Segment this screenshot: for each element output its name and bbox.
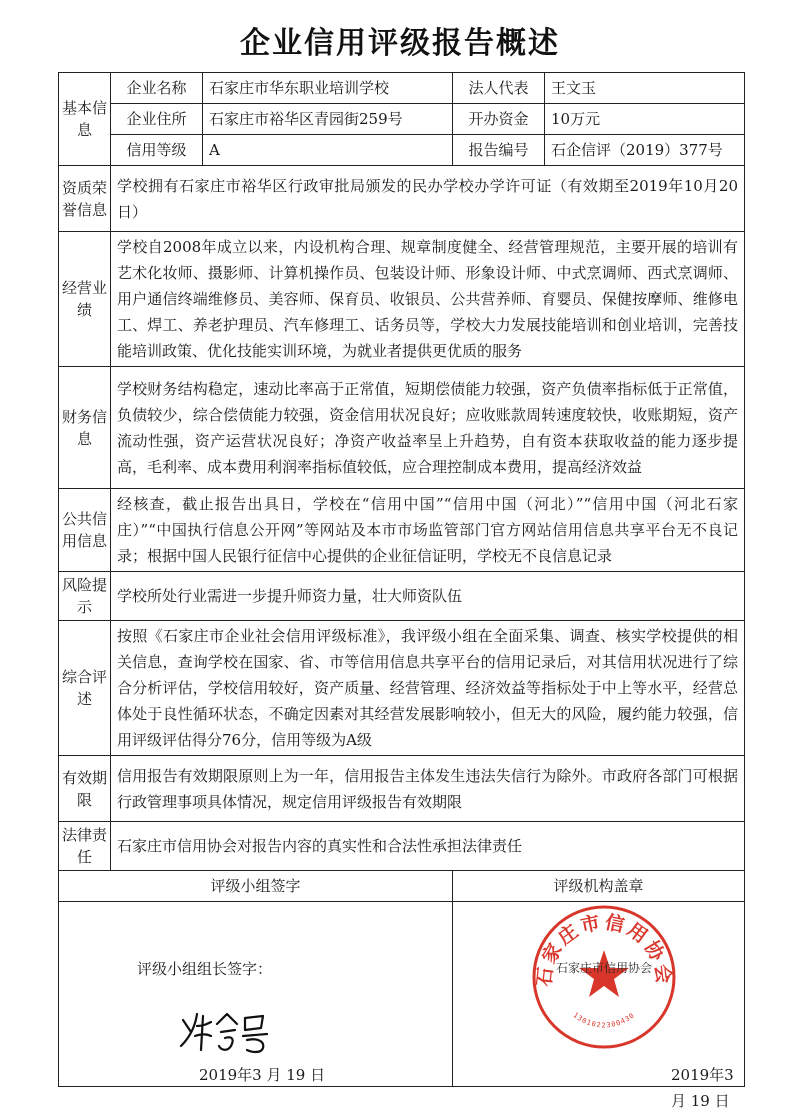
sign-date-left: 2019年3 月 19 日 bbox=[199, 1066, 326, 1084]
section-label-summary: 综合评述 bbox=[59, 621, 111, 756]
report-no-label: 报告编号 bbox=[453, 135, 545, 166]
capital-value: 10万元 bbox=[545, 104, 745, 135]
section-label-qualification: 资质荣誉信息 bbox=[59, 166, 111, 232]
address-value: 石家庄市裕华区青园街259号 bbox=[203, 104, 453, 135]
company-name-label: 企业名称 bbox=[111, 73, 203, 104]
section-text-performance: 学校自2008年成立以来，内设机构合理、规章制度健全、经营管理规范，主要开展的培训有艺术化妆师、摄影师、计算机操作员、包装设计师、形象设计师、中式烹调师、西式烹调师、用户通信终端维修员、美容师、保育员、收银员、公共营养师、育婴员、保健按摩师、维修电工、焊工、养老护理员、汽车修理工、话务员等，学校大力发展技能培训和创业培训，完善技能培训政策、优化技能实训环境，为就业者提供更优质的服务 bbox=[111, 232, 745, 367]
legal-rep-label: 法人代表 bbox=[453, 73, 545, 104]
group-sign-cell bbox=[59, 902, 453, 1087]
leader-sign-label: 评级小组组长签字： bbox=[137, 960, 273, 978]
capital-label: 开办资金 bbox=[453, 104, 545, 135]
seal-cell bbox=[453, 902, 745, 1110]
sign-date-right: 2019年3 月 19 日 bbox=[671, 1066, 734, 1110]
company-name-value: 石家庄市华东职业培训学校 bbox=[203, 73, 453, 104]
section-text-finance: 学校财务结构稳定，速动比率高于正常值，短期偿债能力较强，资产负债率指标低于正常值，负债较少，综合偿债能力较强，资金信用状况良好；应收账款周转速度较快，收账期短，资产流动性强，资产运营状况良好；净资产收益率呈上升趋势，自有资本获取收益的能力逐步提高，毛利率、成本费用利润率指标值较低，应合理控制成本费用，提高经济效益 bbox=[111, 367, 745, 489]
section-label-basic: 基本信息 bbox=[59, 73, 111, 166]
section-label-legal: 法律责任 bbox=[59, 822, 111, 871]
seal-arc-text: 石家庄市信用协会 bbox=[533, 911, 675, 988]
red-seal-stamp bbox=[529, 902, 679, 1052]
address-label: 企业住所 bbox=[111, 104, 203, 135]
legal-rep-value: 王文玉 bbox=[545, 73, 745, 104]
group-sign-label: 评级小组签字 bbox=[59, 871, 453, 902]
section-label-risk: 风险提示 bbox=[59, 572, 111, 621]
handwritten-signature bbox=[177, 1006, 277, 1056]
section-label-performance: 经营业绩 bbox=[59, 232, 111, 367]
section-label-public-credit: 公共信用信息 bbox=[59, 489, 111, 572]
section-label-validity: 有效期限 bbox=[59, 756, 111, 822]
section-text-public-credit: 经核查，截止报告出具日，学校在“信用中国”“信用中国（河北）”“信用中国（河北石家庄）”“中国执行信息公开网”等网站及本市市场监管部门官方网站信用信息共享平台无不良记录；根据中国人民银行征信中心提供的企业征信证明，学校无不良信息记录 bbox=[111, 489, 745, 572]
section-text-legal: 石家庄市信用协会对报告内容的真实性和合法性承担法律责任 bbox=[111, 822, 745, 871]
section-text-risk: 学校所处行业需进一步提升师资力量，壮大师资队伍 bbox=[111, 572, 745, 621]
section-label-finance: 财务信息 bbox=[59, 367, 111, 489]
section-text-qualification: 学校拥有石家庄市裕华区行政审批局颁发的民办学校办学许可证（有效期至2019年10月20日） bbox=[111, 166, 745, 232]
section-text-summary: 按照《石家庄市企业社会信用评级标准》，我评级小组在全面采集、调查、核实学校提供的相关信息，查询学校在国家、省、市等信用信息共享平台的信用记录后，对其信用状况进行了综合分析评估，学校信用较好，资产质量、经营管理、经济效益等指标处于中上等水平，经营总体处于良性循环状态，不确定因素对其经营发展影响较小，但无大的风险，履约能力较强，信用评级评估得分76分，信用等级为A级 bbox=[111, 621, 745, 756]
report-no-value: 石企信评（2019）377号 bbox=[545, 135, 745, 166]
seal-number: 1301022300430 bbox=[571, 1011, 637, 1030]
rating-value: A bbox=[203, 135, 453, 166]
rating-label: 信用等级 bbox=[111, 135, 203, 166]
seal-label: 评级机构盖章 bbox=[453, 871, 745, 902]
section-text-validity: 信用报告有效期限原则上为一年，信用报告主体发生违法失信行为除外。市政府各部门可根据行政管理事项具体情况，规定信用评级报告有效期限 bbox=[111, 756, 745, 822]
page-title: 企业信用评级报告概述 bbox=[240, 26, 560, 61]
seal-inner-text: 石家庄市信用协会 bbox=[555, 961, 653, 975]
credit-report-table bbox=[58, 72, 745, 1110]
svg-text:1301022300430 bbox=[571, 1011, 636, 1029]
